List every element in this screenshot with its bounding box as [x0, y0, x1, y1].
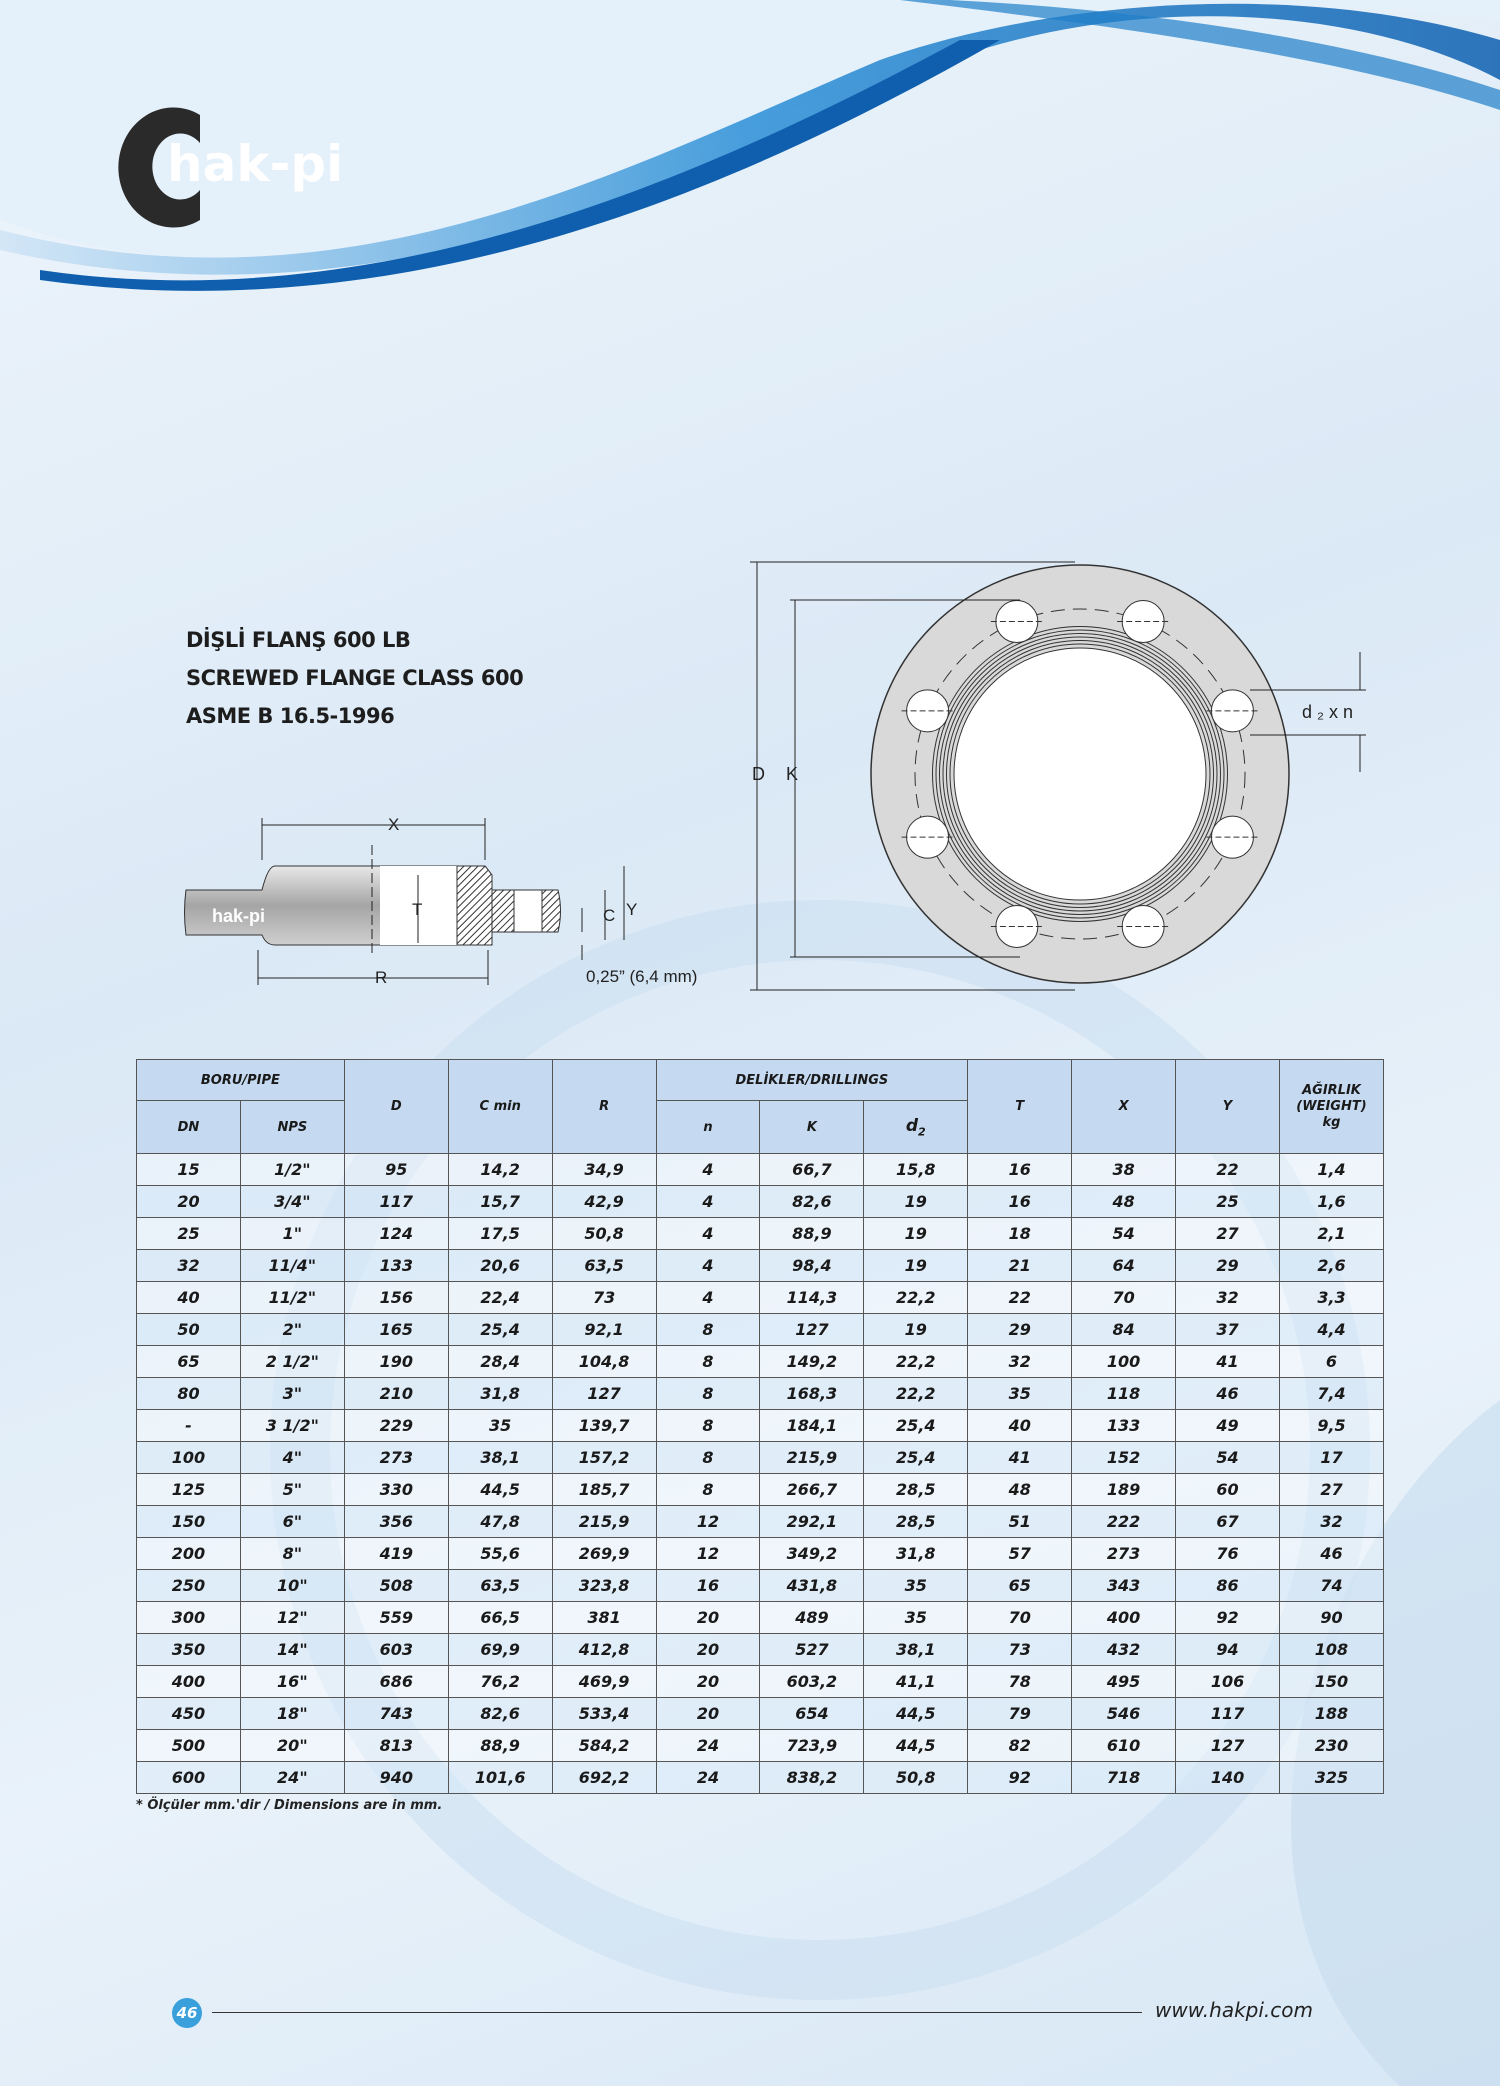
cell-t: 16: [968, 1186, 1072, 1218]
table-row: [137, 1570, 1384, 1602]
cell-r: 63,5: [552, 1250, 656, 1282]
cell-nps: 2 1/2": [240, 1346, 344, 1378]
cell-nps: 10": [240, 1570, 344, 1602]
cell-k: 292,1: [760, 1506, 864, 1538]
cell-n: 4: [656, 1218, 760, 1250]
cell-t: 65: [968, 1570, 1072, 1602]
cell-t: 40: [968, 1410, 1072, 1442]
table-row: [137, 1730, 1384, 1762]
cell-n: 8: [656, 1442, 760, 1474]
cell-r: 139,7: [552, 1410, 656, 1442]
cell-d2: 22,2: [864, 1346, 968, 1378]
cell-t: 51: [968, 1506, 1072, 1538]
cell-n: 8: [656, 1346, 760, 1378]
cell-nps: 24": [240, 1762, 344, 1794]
cell-d: 559: [344, 1602, 448, 1634]
cell-k: 82,6: [760, 1186, 864, 1218]
cell-k: 489: [760, 1602, 864, 1634]
cell-r: 92,1: [552, 1314, 656, 1346]
cell-nps: 1": [240, 1218, 344, 1250]
cell-d2: 28,5: [864, 1506, 968, 1538]
cell-d: 133: [344, 1250, 448, 1282]
cell-y: 106: [1176, 1666, 1280, 1698]
cell-cmin: 22,4: [448, 1282, 552, 1314]
cell-y: 94: [1176, 1634, 1280, 1666]
table-row: [137, 1666, 1384, 1698]
cell-y: 86: [1176, 1570, 1280, 1602]
cell-k: 431,8: [760, 1570, 864, 1602]
page-number: 46: [172, 1998, 202, 2028]
table-row: [137, 1218, 1384, 1250]
cell-k: 603,2: [760, 1666, 864, 1698]
cell-n: 4: [656, 1250, 760, 1282]
cell-x: 546: [1072, 1698, 1176, 1730]
cell-dn: 150: [137, 1506, 241, 1538]
cell-x: 610: [1072, 1730, 1176, 1762]
cell-d2: 28,5: [864, 1474, 968, 1506]
cell-cmin: 63,5: [448, 1570, 552, 1602]
cell-weight: 90: [1279, 1602, 1383, 1634]
cell-x: 64: [1072, 1250, 1176, 1282]
cell-weight: 2,1: [1279, 1218, 1383, 1250]
cell-d2: 35: [864, 1570, 968, 1602]
cell-d: 210: [344, 1378, 448, 1410]
cell-y: 46: [1176, 1378, 1280, 1410]
cell-x: 273: [1072, 1538, 1176, 1570]
cell-n: 24: [656, 1762, 760, 1794]
cell-r: 185,7: [552, 1474, 656, 1506]
cell-weight: 27: [1279, 1474, 1383, 1506]
header-weight: [1279, 1060, 1383, 1154]
cell-n: 12: [656, 1538, 760, 1570]
cell-x: 718: [1072, 1762, 1176, 1794]
cell-cmin: 76,2: [448, 1666, 552, 1698]
cell-nps: 18": [240, 1698, 344, 1730]
table-row: [137, 1474, 1384, 1506]
cell-n: 20: [656, 1634, 760, 1666]
cell-k: 654: [760, 1698, 864, 1730]
cell-n: 8: [656, 1474, 760, 1506]
cell-y: 117: [1176, 1698, 1280, 1730]
cell-n: 24: [656, 1730, 760, 1762]
cell-n: 20: [656, 1698, 760, 1730]
cell-d: 356: [344, 1506, 448, 1538]
cell-weight: 32: [1279, 1506, 1383, 1538]
cell-nps: 6": [240, 1506, 344, 1538]
cell-x: 133: [1072, 1410, 1176, 1442]
cell-d: 156: [344, 1282, 448, 1314]
d2-subscript: 2: [918, 1125, 926, 1139]
cell-d: 686: [344, 1666, 448, 1698]
cell-d: 813: [344, 1730, 448, 1762]
cell-t: 79: [968, 1698, 1072, 1730]
cell-y: 67: [1176, 1506, 1280, 1538]
header-pipe: BORU/PIPE: [137, 1060, 345, 1101]
cell-cmin: 66,5: [448, 1602, 552, 1634]
cell-cmin: 101,6: [448, 1762, 552, 1794]
cell-weight: 74: [1279, 1570, 1383, 1602]
cell-k: 215,9: [760, 1442, 864, 1474]
cell-dn: 125: [137, 1474, 241, 1506]
cell-r: 50,8: [552, 1218, 656, 1250]
cell-nps: 3 1/2": [240, 1410, 344, 1442]
cell-y: 127: [1176, 1730, 1280, 1762]
cell-t: 41: [968, 1442, 1072, 1474]
header-d: D: [344, 1060, 448, 1154]
dim-holes-label: d ₂ x n: [1302, 702, 1354, 722]
header-d2: [864, 1101, 968, 1154]
cell-k: 838,2: [760, 1762, 864, 1794]
cell-y: 49: [1176, 1410, 1280, 1442]
cell-x: 38: [1072, 1154, 1176, 1186]
cell-dn: 40: [137, 1282, 241, 1314]
cell-cmin: 17,5: [448, 1218, 552, 1250]
cell-dn: 350: [137, 1634, 241, 1666]
cell-k: 349,2: [760, 1538, 864, 1570]
cell-d2: 38,1: [864, 1634, 968, 1666]
dim-k-label: K: [786, 764, 799, 784]
cell-dn: 200: [137, 1538, 241, 1570]
table-row: [137, 1602, 1384, 1634]
cell-weight: 17: [1279, 1442, 1383, 1474]
cell-k: 266,7: [760, 1474, 864, 1506]
cell-nps: 5": [240, 1474, 344, 1506]
cell-r: 215,9: [552, 1506, 656, 1538]
cell-d: 330: [344, 1474, 448, 1506]
cell-d2: 19: [864, 1218, 968, 1250]
cell-nps: 4": [240, 1442, 344, 1474]
cell-d2: 19: [864, 1250, 968, 1282]
cell-r: 127: [552, 1378, 656, 1410]
cell-r: 323,8: [552, 1570, 656, 1602]
cell-t: 21: [968, 1250, 1072, 1282]
cell-n: 4: [656, 1154, 760, 1186]
cell-n: 4: [656, 1186, 760, 1218]
cell-k: 184,1: [760, 1410, 864, 1442]
cell-dn: 600: [137, 1762, 241, 1794]
cell-y: 29: [1176, 1250, 1280, 1282]
header-y: Y: [1176, 1060, 1280, 1154]
cell-t: 57: [968, 1538, 1072, 1570]
cell-d2: 44,5: [864, 1730, 968, 1762]
cell-d: 229: [344, 1410, 448, 1442]
cell-y: 25: [1176, 1186, 1280, 1218]
cell-nps: 8": [240, 1538, 344, 1570]
cell-d2: 25,4: [864, 1442, 968, 1474]
cell-dn: -: [137, 1410, 241, 1442]
cell-x: 118: [1072, 1378, 1176, 1410]
cell-d: 124: [344, 1218, 448, 1250]
table-row: [137, 1506, 1384, 1538]
cell-k: 66,7: [760, 1154, 864, 1186]
cell-x: 222: [1072, 1506, 1176, 1538]
cell-dn: 25: [137, 1218, 241, 1250]
cell-d2: 44,5: [864, 1698, 968, 1730]
cell-y: 22: [1176, 1154, 1280, 1186]
cell-r: 269,9: [552, 1538, 656, 1570]
cell-weight: 9,5: [1279, 1410, 1383, 1442]
cell-x: 54: [1072, 1218, 1176, 1250]
cell-d2: 31,8: [864, 1538, 968, 1570]
cell-n: 8: [656, 1314, 760, 1346]
cell-x: 100: [1072, 1346, 1176, 1378]
cell-n: 16: [656, 1570, 760, 1602]
cell-d2: 25,4: [864, 1410, 968, 1442]
cell-dn: 20: [137, 1186, 241, 1218]
cell-d2: 35: [864, 1602, 968, 1634]
table-row: [137, 1186, 1384, 1218]
cell-weight: 46: [1279, 1538, 1383, 1570]
dim-d-label: D: [752, 764, 765, 784]
cell-r: 412,8: [552, 1634, 656, 1666]
cell-n: 8: [656, 1378, 760, 1410]
cell-k: 723,9: [760, 1730, 864, 1762]
cell-n: 20: [656, 1602, 760, 1634]
weight-unit: kg: [1322, 1114, 1341, 1130]
dim-r-label: R: [375, 968, 388, 987]
cell-cmin: 69,9: [448, 1634, 552, 1666]
table-row: [137, 1634, 1384, 1666]
cell-cmin: 25,4: [448, 1314, 552, 1346]
cell-d: 190: [344, 1346, 448, 1378]
cell-r: 104,8: [552, 1346, 656, 1378]
cell-n: 8: [656, 1410, 760, 1442]
cell-nps: 3": [240, 1378, 344, 1410]
cell-r: 469,9: [552, 1666, 656, 1698]
cell-nps: 1/2": [240, 1154, 344, 1186]
cell-dn: 300: [137, 1602, 241, 1634]
cell-dn: 65: [137, 1346, 241, 1378]
cell-cmin: 20,6: [448, 1250, 552, 1282]
cell-t: 16: [968, 1154, 1072, 1186]
cell-k: 98,4: [760, 1250, 864, 1282]
cell-x: 70: [1072, 1282, 1176, 1314]
header-cmin: C min: [448, 1060, 552, 1154]
cell-d: 419: [344, 1538, 448, 1570]
dim-offset-label: 0,25” (6,4 mm): [586, 967, 698, 986]
cell-t: 70: [968, 1602, 1072, 1634]
cell-x: 189: [1072, 1474, 1176, 1506]
cell-dn: 250: [137, 1570, 241, 1602]
dimensions-table: [136, 1059, 1384, 1794]
cell-x: 432: [1072, 1634, 1176, 1666]
cell-t: 82: [968, 1730, 1072, 1762]
table-row: [137, 1442, 1384, 1474]
table-section: [136, 1059, 1384, 1814]
cell-t: 73: [968, 1634, 1072, 1666]
cell-r: 157,2: [552, 1442, 656, 1474]
cell-weight: 1,4: [1279, 1154, 1383, 1186]
cell-nps: 14": [240, 1634, 344, 1666]
cell-cmin: 14,2: [448, 1154, 552, 1186]
cell-d: 940: [344, 1762, 448, 1794]
cell-cmin: 47,8: [448, 1506, 552, 1538]
cell-d2: 41,1: [864, 1666, 968, 1698]
cell-weight: 108: [1279, 1634, 1383, 1666]
cell-nps: 16": [240, 1666, 344, 1698]
cell-weight: 4,4: [1279, 1314, 1383, 1346]
title-standard: ASME B 16.5-1996: [186, 704, 395, 728]
cell-k: 149,2: [760, 1346, 864, 1378]
cell-t: 78: [968, 1666, 1072, 1698]
cell-r: 533,4: [552, 1698, 656, 1730]
cell-t: 18: [968, 1218, 1072, 1250]
cell-r: 381: [552, 1602, 656, 1634]
dim-x-label: X: [388, 815, 400, 834]
cell-t: 22: [968, 1282, 1072, 1314]
cell-x: 400: [1072, 1602, 1176, 1634]
cell-y: 41: [1176, 1346, 1280, 1378]
logo-text: hak-pi: [167, 135, 344, 193]
cell-d: 117: [344, 1186, 448, 1218]
cell-r: 73: [552, 1282, 656, 1314]
cell-x: 84: [1072, 1314, 1176, 1346]
title-tr: DİŞLİ FLANŞ 600 LB: [186, 628, 411, 652]
cell-weight: 7,4: [1279, 1378, 1383, 1410]
cell-t: 92: [968, 1762, 1072, 1794]
footer-divider: [212, 2012, 1142, 2013]
table-row: [137, 1346, 1384, 1378]
cell-d: 165: [344, 1314, 448, 1346]
cell-y: 54: [1176, 1442, 1280, 1474]
cell-r: 42,9: [552, 1186, 656, 1218]
cell-weight: 3,3: [1279, 1282, 1383, 1314]
cell-y: 60: [1176, 1474, 1280, 1506]
cell-y: 27: [1176, 1218, 1280, 1250]
header-nps: NPS: [240, 1101, 344, 1154]
table-row: [137, 1378, 1384, 1410]
cell-cmin: 15,7: [448, 1186, 552, 1218]
cell-dn: 100: [137, 1442, 241, 1474]
cell-cmin: 82,6: [448, 1698, 552, 1730]
table-row: [137, 1538, 1384, 1570]
cell-d2: 19: [864, 1314, 968, 1346]
cell-cmin: 55,6: [448, 1538, 552, 1570]
cell-y: 140: [1176, 1762, 1280, 1794]
cell-nps: 2": [240, 1314, 344, 1346]
cell-dn: 500: [137, 1730, 241, 1762]
cell-cmin: 38,1: [448, 1442, 552, 1474]
cell-weight: 2,6: [1279, 1250, 1383, 1282]
cell-k: 127: [760, 1314, 864, 1346]
cell-cmin: 31,8: [448, 1378, 552, 1410]
header-drillings: DELİKLER/DRILLINGS: [656, 1060, 968, 1101]
cell-d2: 22,2: [864, 1378, 968, 1410]
cell-nps: 20": [240, 1730, 344, 1762]
cell-weight: 230: [1279, 1730, 1383, 1762]
header-k: K: [760, 1101, 864, 1154]
title-en: SCREWED FLANGE CLASS 600: [186, 666, 524, 690]
cell-d: 273: [344, 1442, 448, 1474]
cell-k: 168,3: [760, 1378, 864, 1410]
side-logo-text: hak-pi: [212, 906, 266, 926]
cell-nps: 11/4": [240, 1250, 344, 1282]
cell-y: 76: [1176, 1538, 1280, 1570]
cell-r: 584,2: [552, 1730, 656, 1762]
cell-t: 35: [968, 1378, 1072, 1410]
cell-weight: 325: [1279, 1762, 1383, 1794]
cell-d: 508: [344, 1570, 448, 1602]
dim-y-label: Y: [626, 900, 638, 919]
cell-nps: 12": [240, 1602, 344, 1634]
cell-k: 114,3: [760, 1282, 864, 1314]
cell-k: 88,9: [760, 1218, 864, 1250]
cell-t: 32: [968, 1346, 1072, 1378]
website-link[interactable]: www.hakpi.com: [1155, 1998, 1313, 2022]
cell-y: 37: [1176, 1314, 1280, 1346]
cell-x: 343: [1072, 1570, 1176, 1602]
weight-label-en: (WEIGHT): [1296, 1098, 1367, 1114]
cell-weight: 6: [1279, 1346, 1383, 1378]
cell-k: 527: [760, 1634, 864, 1666]
header-x: X: [1072, 1060, 1176, 1154]
header-t: T: [968, 1060, 1072, 1154]
cell-dn: 32: [137, 1250, 241, 1282]
cell-d: 603: [344, 1634, 448, 1666]
table-row: [137, 1282, 1384, 1314]
table-row: [137, 1698, 1384, 1730]
header-n: n: [656, 1101, 760, 1154]
cell-weight: 188: [1279, 1698, 1383, 1730]
cell-d: 95: [344, 1154, 448, 1186]
cell-r: 692,2: [552, 1762, 656, 1794]
cell-y: 92: [1176, 1602, 1280, 1634]
cell-dn: 450: [137, 1698, 241, 1730]
cell-d2: 50,8: [864, 1762, 968, 1794]
weight-label: AĞIRLIK: [1302, 1082, 1361, 1098]
header-dn: DN: [137, 1101, 241, 1154]
d2-label: d: [905, 1115, 919, 1136]
cell-n: 4: [656, 1282, 760, 1314]
cell-t: 48: [968, 1474, 1072, 1506]
header-r: R: [552, 1060, 656, 1154]
cell-d2: 22,2: [864, 1282, 968, 1314]
cell-d2: 19: [864, 1186, 968, 1218]
table-row: [137, 1154, 1384, 1186]
table-row: [137, 1314, 1384, 1346]
cell-weight: 1,6: [1279, 1186, 1383, 1218]
cell-d2: 15,8: [864, 1154, 968, 1186]
cell-n: 20: [656, 1666, 760, 1698]
cell-weight: 150: [1279, 1666, 1383, 1698]
cell-cmin: 44,5: [448, 1474, 552, 1506]
dim-c-label: C: [603, 906, 616, 925]
cell-cmin: 35: [448, 1410, 552, 1442]
table-note: * Ölçüler mm.'dir / Dimensions are in mm.: [136, 1798, 443, 1813]
cell-t: 29: [968, 1314, 1072, 1346]
cell-dn: 15: [137, 1154, 241, 1186]
cell-x: 48: [1072, 1186, 1176, 1218]
cell-nps: 11/2": [240, 1282, 344, 1314]
cell-r: 34,9: [552, 1154, 656, 1186]
cell-n: 12: [656, 1506, 760, 1538]
cell-x: 152: [1072, 1442, 1176, 1474]
cell-dn: 50: [137, 1314, 241, 1346]
table-row: [137, 1250, 1384, 1282]
cell-cmin: 88,9: [448, 1730, 552, 1762]
table-row: [137, 1410, 1384, 1442]
cell-y: 32: [1176, 1282, 1280, 1314]
cell-dn: 400: [137, 1666, 241, 1698]
cell-d: 743: [344, 1698, 448, 1730]
cell-nps: 3/4": [240, 1186, 344, 1218]
cell-cmin: 28,4: [448, 1346, 552, 1378]
dim-t-label: T: [412, 900, 423, 919]
cell-dn: 80: [137, 1378, 241, 1410]
cell-x: 495: [1072, 1666, 1176, 1698]
table-row: [137, 1762, 1384, 1794]
